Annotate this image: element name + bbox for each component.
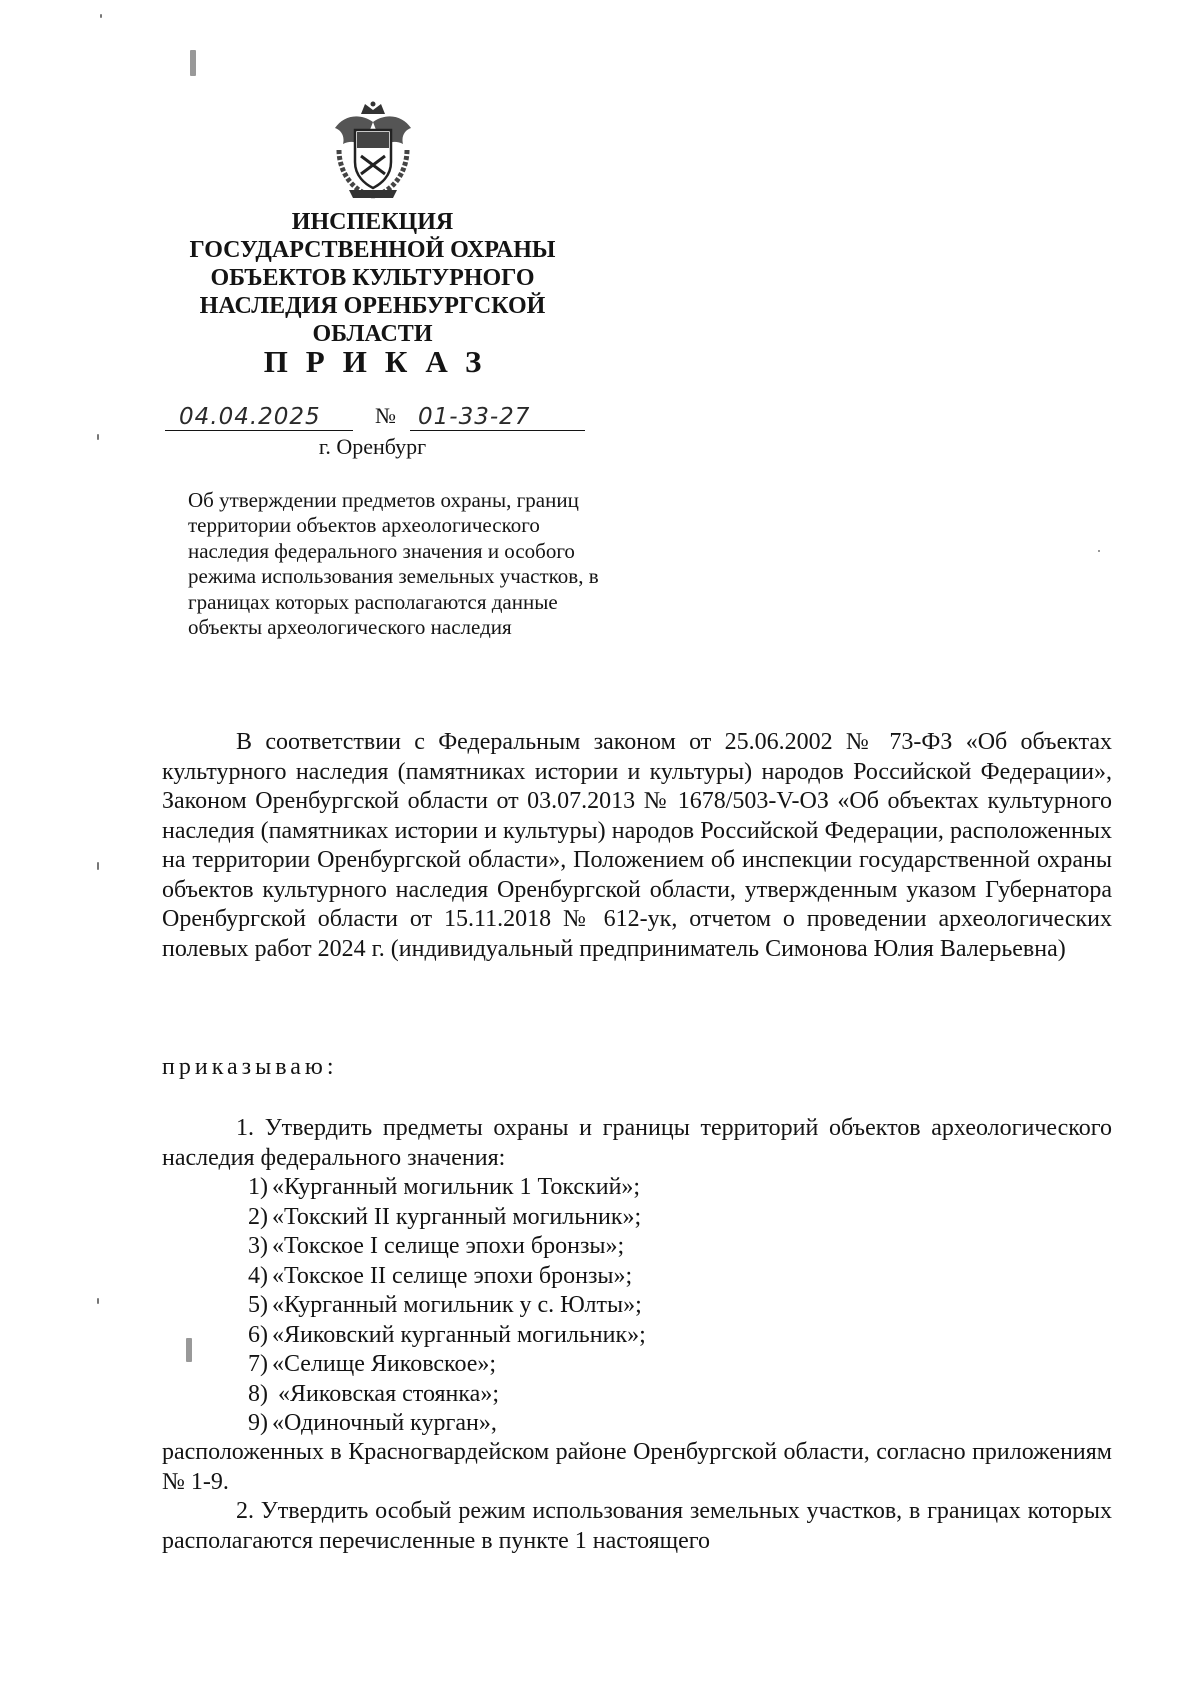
handwritten-date: 04.04.2025 (179, 404, 321, 430)
organization-line: НАСЛЕДИЯ ОРЕНБУРГСКОЙ (199, 293, 546, 319)
scan-speck (100, 14, 102, 18)
list-item-name: «Курганный могильник у с. Юлты»; (272, 1292, 642, 1318)
list-item (236, 1409, 646, 1439)
list-item-number: 3) (248, 1233, 268, 1259)
order-decree-word: приказываю: (162, 1054, 338, 1080)
city-name: г. Оренбург (318, 434, 427, 459)
list-item-name: «Токское II селище эпохи бронзы»; (272, 1262, 633, 1289)
list-item-number: 4) (248, 1262, 268, 1289)
organization-line: ИНСПЕКЦИЯ (291, 209, 454, 235)
preamble-paragraph: В соответствии с Федеральным законом от 25.06.2002 № 73-ФЗ «Об объектах культурного наследия (памятниках истории и культуры) народов Российской Федерации», Законом Оренбургской области от 03.07.2013 № 1678/503-V-ОЗ «Об объектах культурного наследия (памятниках истории и культуры) народов Российской Федерации, расположенных на территории Оренбургской области», Положением об инспекции государственной охраны объектов культурного наследия Оренбургской области, утвержденным указом Губернатора Оренбургской области от 15.11.2018 № 612-ук, отчетом о проведении археологических полевых работ 2024 г. (индивидуальный предприниматель Симонова Юлия Валерьевна) (162, 729, 1112, 962)
staple-mark (186, 1338, 192, 1362)
list-item (236, 1350, 646, 1380)
list-item (236, 1232, 646, 1262)
organization-line: ГОСУДАРСТВЕННОЙ ОХРАНЫ (189, 237, 556, 263)
document-type-title: ПРИКАЗ (263, 344, 500, 379)
item-1-closing: расположенных в Красногвардейском районе Оренбургской области, согласно приложениям № 1-9. (162, 1439, 1112, 1495)
list-item-number: 2) (248, 1203, 268, 1230)
list-item-number: 7) (248, 1351, 268, 1377)
handwritten-number: 01-33-27 (418, 404, 531, 430)
scan-speck (1098, 550, 1100, 552)
list-item (236, 1321, 646, 1351)
list-item-name: «Одиночный курган», (272, 1410, 497, 1436)
list-item-name: «Токское I селище эпохи бронзы»; (272, 1233, 625, 1259)
list-item-name: «Яиковский курганный могильник»; (272, 1321, 646, 1348)
list-item-name: «Селище Яиковское»; (272, 1351, 497, 1377)
scan-speck (97, 1298, 99, 1304)
list-item-name: «Курганный могильник 1 Токский»; (272, 1174, 641, 1200)
organization-line: ОБЛАСТИ (312, 321, 433, 347)
list-item-number: 5) (248, 1292, 268, 1318)
list-item (236, 1173, 646, 1203)
organization-line: ОБЪЕКТОВ КУЛЬТУРНОГО (210, 265, 535, 291)
heritage-objects-list (236, 1173, 646, 1439)
order-date-field (165, 398, 353, 431)
item-2-text: 2. Утвердить особый режим использования земельных участков, в границах которых располагаются перечисленные в пункте 1 настоящего (162, 1498, 1112, 1554)
item-1-text: 1. Утвердить предметы охраны и границы территорий объектов археологического наследия федерального значения: (162, 1115, 1112, 1171)
staple-mark (190, 50, 196, 76)
scan-speck (97, 862, 99, 870)
list-item (236, 1291, 646, 1321)
coat-of-arms-emblem (329, 100, 417, 200)
organization-name (150, 208, 595, 348)
list-item (236, 1203, 646, 1233)
list-item-name: «Яиковская стоянка»; (272, 1380, 499, 1407)
list-item-number: 1) (248, 1174, 268, 1200)
list-item-number: 9) (248, 1410, 268, 1436)
list-item (236, 1262, 646, 1292)
list-item-number: 8) (248, 1380, 268, 1407)
list-item (236, 1380, 646, 1410)
number-sign: № (375, 403, 396, 428)
scan-speck (97, 434, 99, 440)
order-subject: Об утверждении предметов охраны, границ территории объектов археологического наследия федерального значения и особого режима использования земельных участков, в границах которых располагаются данные объекты археологического наследия (188, 488, 599, 640)
list-item-number: 6) (248, 1321, 268, 1348)
list-item-name: «Токский II курганный могильник»; (272, 1203, 642, 1230)
order-number-field (410, 398, 585, 431)
